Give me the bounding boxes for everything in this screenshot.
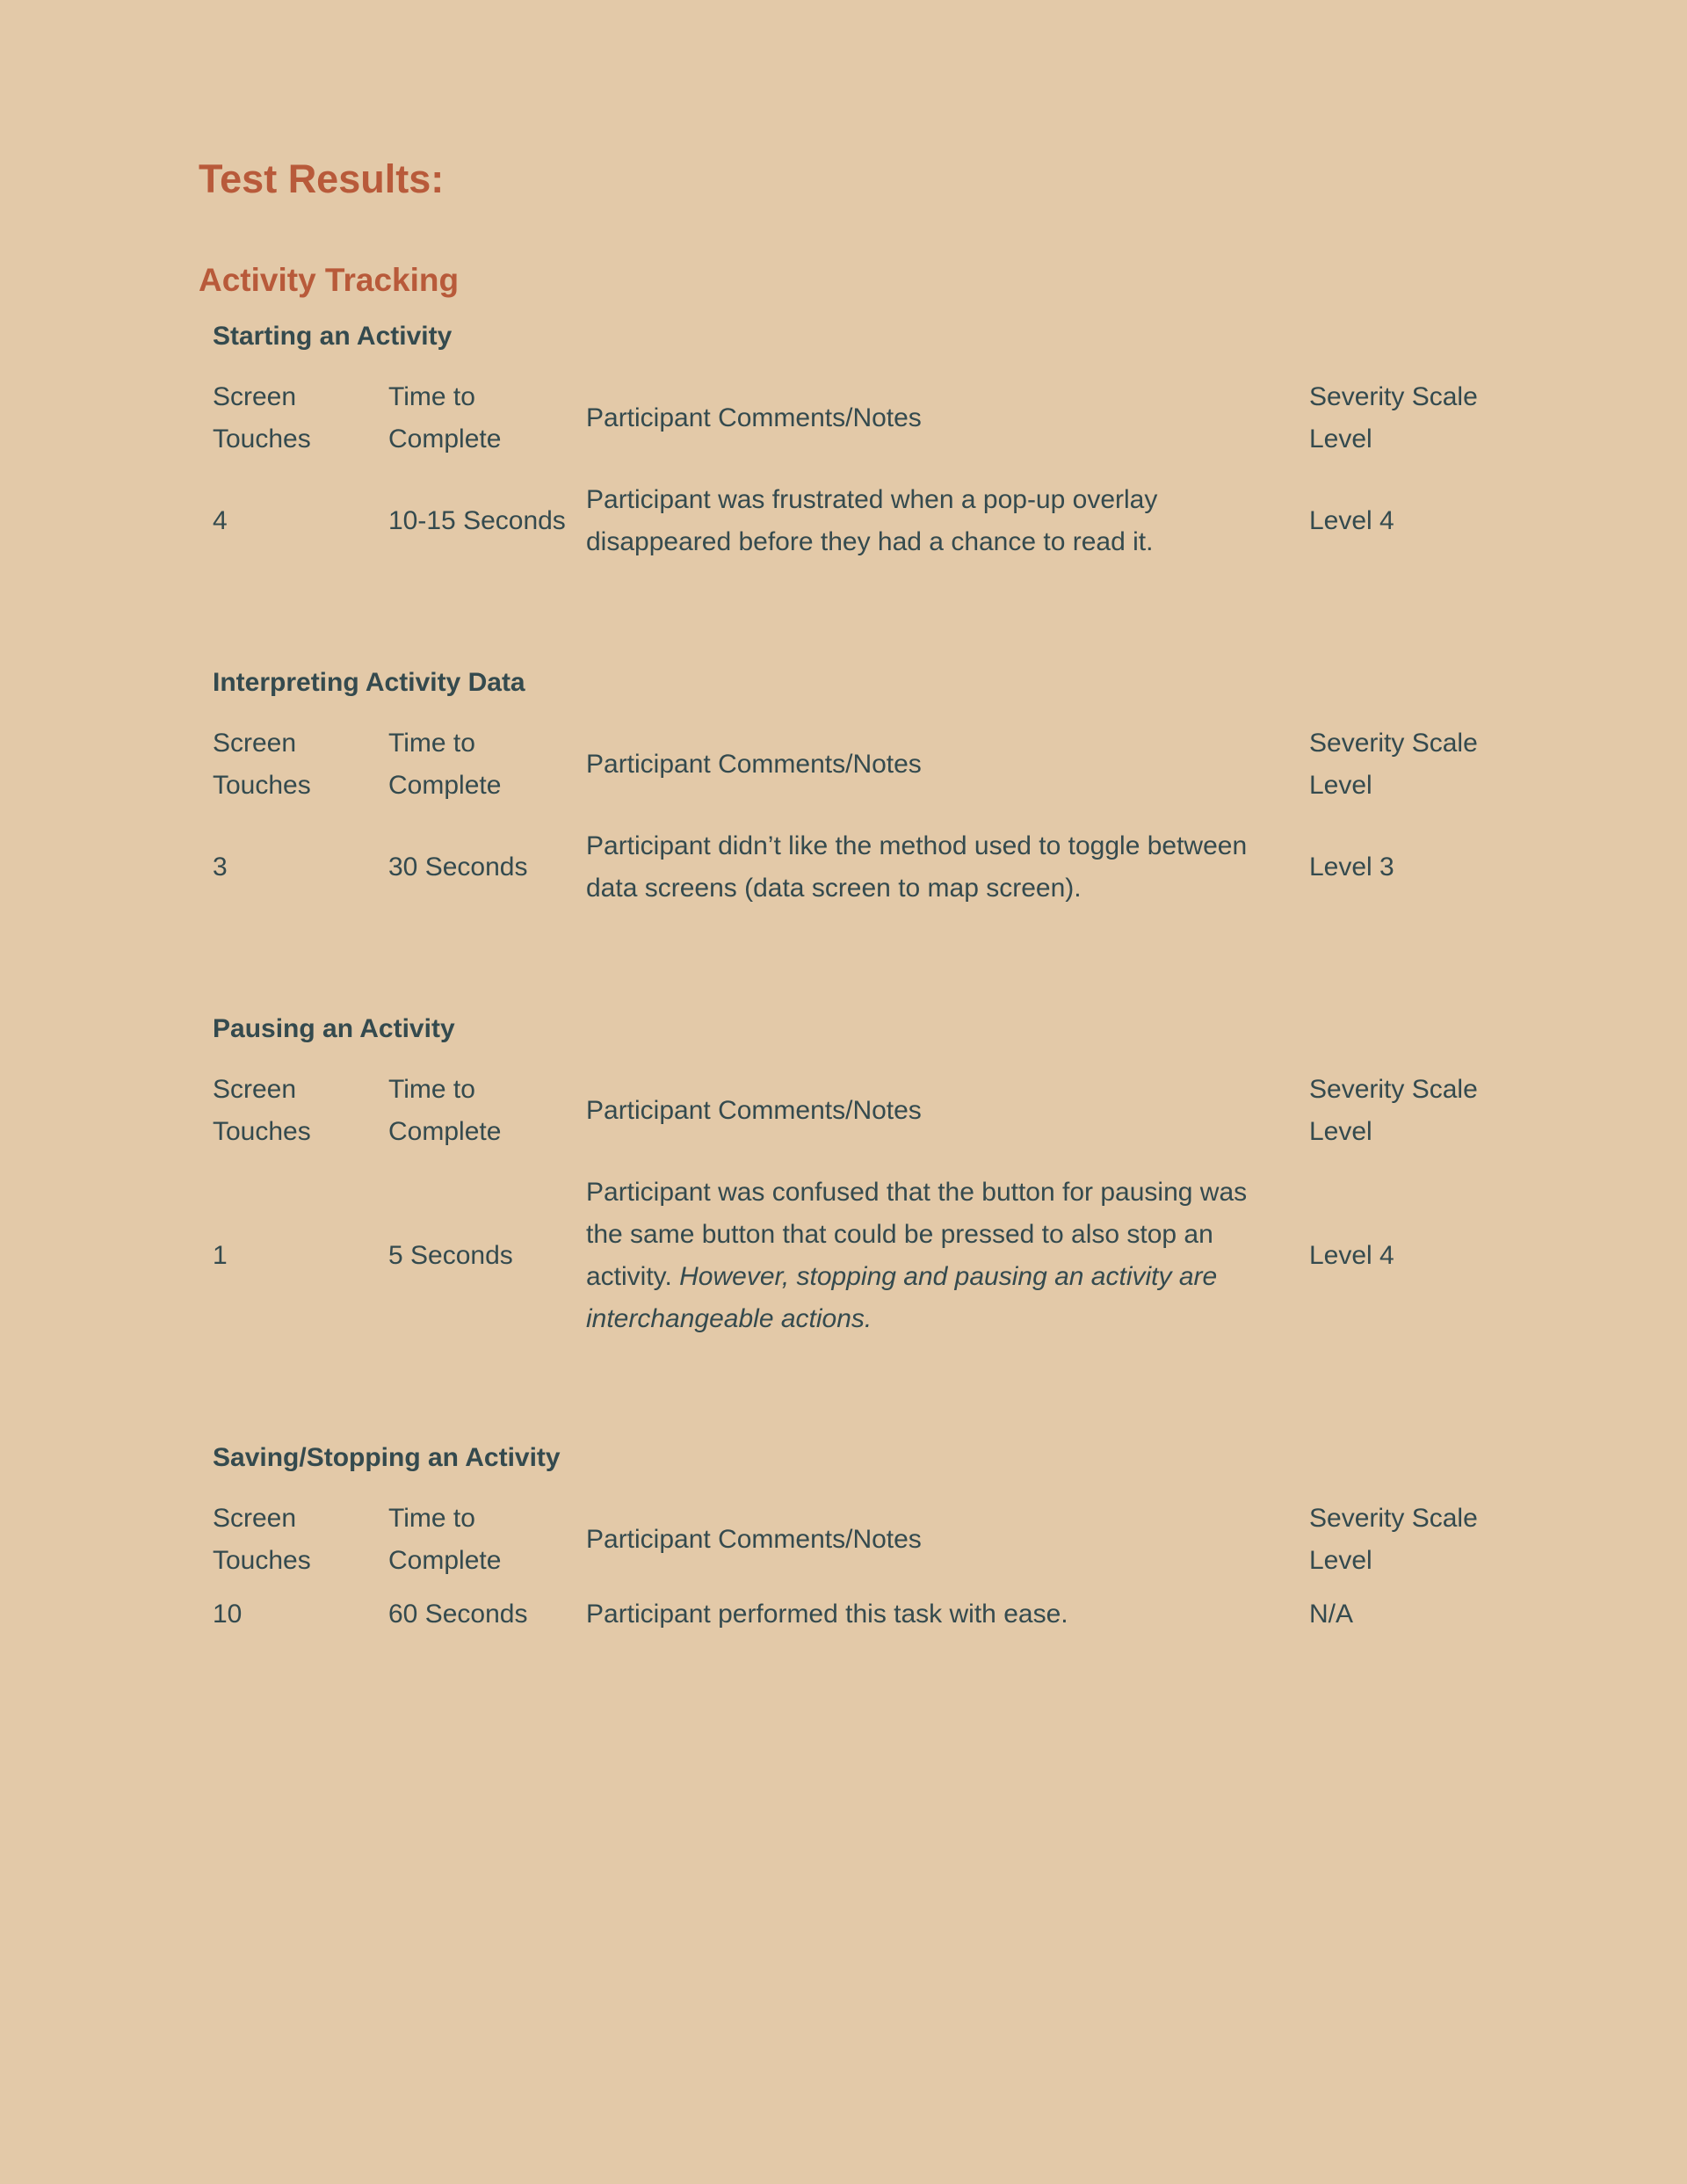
header-severity: Severity Scale Level xyxy=(1309,1075,1478,1146)
comment-text: Participant was confused that the button for pausing was the same button that could be pressed to also stop an activity. xyxy=(586,1178,1248,1291)
severity-value: Level 4 xyxy=(1309,506,1394,535)
comment-italic-text: However, stopping and pausing an activity are interchangeable actions. xyxy=(586,1262,1218,1333)
table-row xyxy=(213,807,1504,928)
results-table xyxy=(213,1498,1504,1647)
time-value: 60 Seconds xyxy=(388,1600,528,1629)
comment-text: Participant didn’t like the method used to toggle between data screens (data screen to map screen). xyxy=(586,831,1248,903)
severity-value: N/A xyxy=(1309,1600,1354,1629)
table-row xyxy=(213,1153,1504,1359)
task-block xyxy=(213,664,1499,928)
table-header-row xyxy=(213,1498,1504,1582)
table-header-row xyxy=(213,722,1504,807)
results-table xyxy=(213,1069,1504,1359)
results-table xyxy=(213,722,1504,928)
comment-value xyxy=(586,1153,1309,1359)
table-header-row xyxy=(213,376,1504,461)
severity-value: Level 4 xyxy=(1309,1241,1394,1270)
task-title: Interpreting Activity Data xyxy=(213,668,525,697)
header-screen-touches: Screen Touches xyxy=(213,1075,311,1146)
header-comments: Participant Comments/Notes xyxy=(586,1096,922,1125)
comment-value xyxy=(586,807,1309,928)
task-title: Starting an Activity xyxy=(213,322,453,351)
header-comments: Participant Comments/Notes xyxy=(586,403,922,432)
header-severity: Severity Scale Level xyxy=(1309,1504,1478,1575)
header-comments: Participant Comments/Notes xyxy=(586,1525,922,1554)
header-severity: Severity Scale Level xyxy=(1309,382,1478,453)
task-block xyxy=(213,318,1499,582)
document-page xyxy=(199,149,1499,1647)
screen-touches-value: 3 xyxy=(213,853,228,882)
task-title: Pausing an Activity xyxy=(213,1014,455,1043)
header-time-to-complete: Time to Complete xyxy=(388,1075,502,1146)
comment-value xyxy=(586,461,1309,582)
screen-touches-value: 10 xyxy=(213,1600,243,1629)
comment-value xyxy=(586,1582,1309,1647)
header-screen-touches: Screen Touches xyxy=(213,382,311,453)
comment-text: Participant performed this task with ease. xyxy=(586,1600,1068,1629)
header-screen-touches: Screen Touches xyxy=(213,1504,311,1575)
severity-value: Level 3 xyxy=(1309,853,1394,882)
table-row xyxy=(213,1582,1504,1647)
task-title: Saving/Stopping an Activity xyxy=(213,1443,561,1472)
header-time-to-complete: Time to Complete xyxy=(388,729,502,800)
table-row xyxy=(213,461,1504,582)
table-header-row xyxy=(213,1069,1504,1153)
time-value: 5 Seconds xyxy=(388,1241,513,1270)
screen-touches-value: 4 xyxy=(213,506,228,535)
header-time-to-complete: Time to Complete xyxy=(388,1504,502,1575)
time-value: 10-15 Seconds xyxy=(388,506,566,535)
task-block xyxy=(213,1440,1499,1647)
task-block xyxy=(213,1011,1499,1359)
header-screen-touches: Screen Touches xyxy=(213,729,311,800)
screen-touches-value: 1 xyxy=(213,1241,228,1270)
time-value: 30 Seconds xyxy=(388,853,528,882)
page-title: Test Results: xyxy=(199,156,445,201)
comment-text: Participant was frustrated when a pop-up overlay disappeared before they had a chance to read it. xyxy=(586,485,1158,556)
header-time-to-complete: Time to Complete xyxy=(388,382,502,453)
results-table xyxy=(213,376,1504,582)
header-severity: Severity Scale Level xyxy=(1309,729,1478,800)
header-comments: Participant Comments/Notes xyxy=(586,750,922,779)
section-title: Activity Tracking xyxy=(199,262,460,298)
